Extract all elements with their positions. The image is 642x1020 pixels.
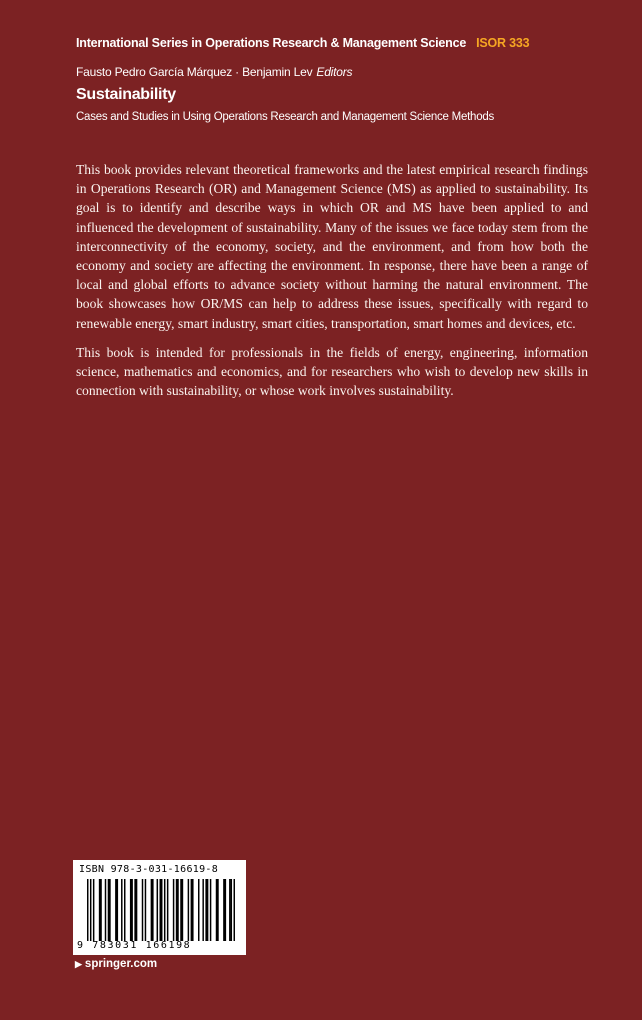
editor-names: Fausto Pedro García Márquez · Benjamin Lev xyxy=(76,65,313,79)
series-volume: ISOR 333 xyxy=(476,36,530,50)
barcode-bar xyxy=(151,879,154,941)
barcode-bar xyxy=(173,879,174,941)
barcode-bar xyxy=(229,879,230,941)
barcode-bar xyxy=(87,879,88,941)
blurb-paragraph-1: This book provides relevant theoretical frameworks and the latest empirical research findings in Operations Research (OR) and Management Science (MS) as applied to sustainability. Its goal is to identify and describe ways in which OR and MS have been applied to and influenced the development of sustainability. Many of the issues we face today stem from the interconnectivity of the economy, society, and the environment, and from how both the economy and society are affecting the environment. In response, there have been a range of local and global efforts to advance society without harming the natural environment. The book showcases how OR/MS can help to address these issues, specifically with regard to renewable energy, smart industry, smart cities, transportation, smart homes and devices, etc. xyxy=(76,162,588,331)
series-heading xyxy=(76,36,596,50)
barcode-bar xyxy=(191,879,194,941)
barcode-bar xyxy=(164,879,165,941)
triangle-right-icon: ▶ xyxy=(75,959,82,969)
barcode-bar xyxy=(99,879,102,941)
barcode-bar xyxy=(180,879,183,941)
book-subtitle: Cases and Studies in Using Operations Research and Management Science Methods xyxy=(76,111,494,123)
barcode-bar xyxy=(188,879,189,941)
barcode-bar xyxy=(93,879,94,941)
barcode-bar xyxy=(223,879,226,941)
barcode-bar xyxy=(142,879,143,941)
barcode-bar xyxy=(231,879,232,941)
barcode-bar xyxy=(124,879,125,941)
barcode-bar xyxy=(90,879,91,941)
series-name: International Series in Operations Research & Management Science xyxy=(76,36,467,50)
barcode-bar xyxy=(167,879,168,941)
barcode-bar xyxy=(234,879,235,941)
isbn-label: ISBN 978-3-031-16619-8 xyxy=(79,864,219,875)
barcode-bar xyxy=(216,879,219,941)
book-title: Sustainability xyxy=(76,86,176,103)
barcode-bar xyxy=(176,879,179,941)
editor-role: Editors xyxy=(316,65,353,79)
back-cover-blurb xyxy=(76,160,588,410)
barcode-bar xyxy=(205,879,208,941)
barcode-bar xyxy=(157,879,158,941)
barcode-bar xyxy=(115,879,118,941)
publisher-link[interactable] xyxy=(75,958,157,970)
blurb-paragraph-2: This book is intended for professionals in the fields of energy, engineering, information science, mathematics and economics, and for researchers who wish to develop new skills in connection with sustainability, or whose work involves sustainability. xyxy=(76,344,588,399)
barcode-bar xyxy=(130,879,133,941)
isbn-barcode xyxy=(73,860,246,955)
barcode-bars xyxy=(85,879,237,941)
barcode-bar xyxy=(210,879,211,941)
barcode-bar xyxy=(134,879,137,941)
ean-digits: 9 783031 166198 xyxy=(77,940,192,951)
barcode-bar xyxy=(160,879,163,941)
barcode-bar xyxy=(145,879,146,941)
barcode-bar xyxy=(198,879,199,941)
barcode-bar xyxy=(202,879,203,941)
publisher-url: springer.com xyxy=(84,958,158,970)
barcode-bar xyxy=(121,879,122,941)
barcode-bar xyxy=(108,879,111,941)
barcode-bar xyxy=(105,879,106,941)
editors-line xyxy=(76,65,352,79)
